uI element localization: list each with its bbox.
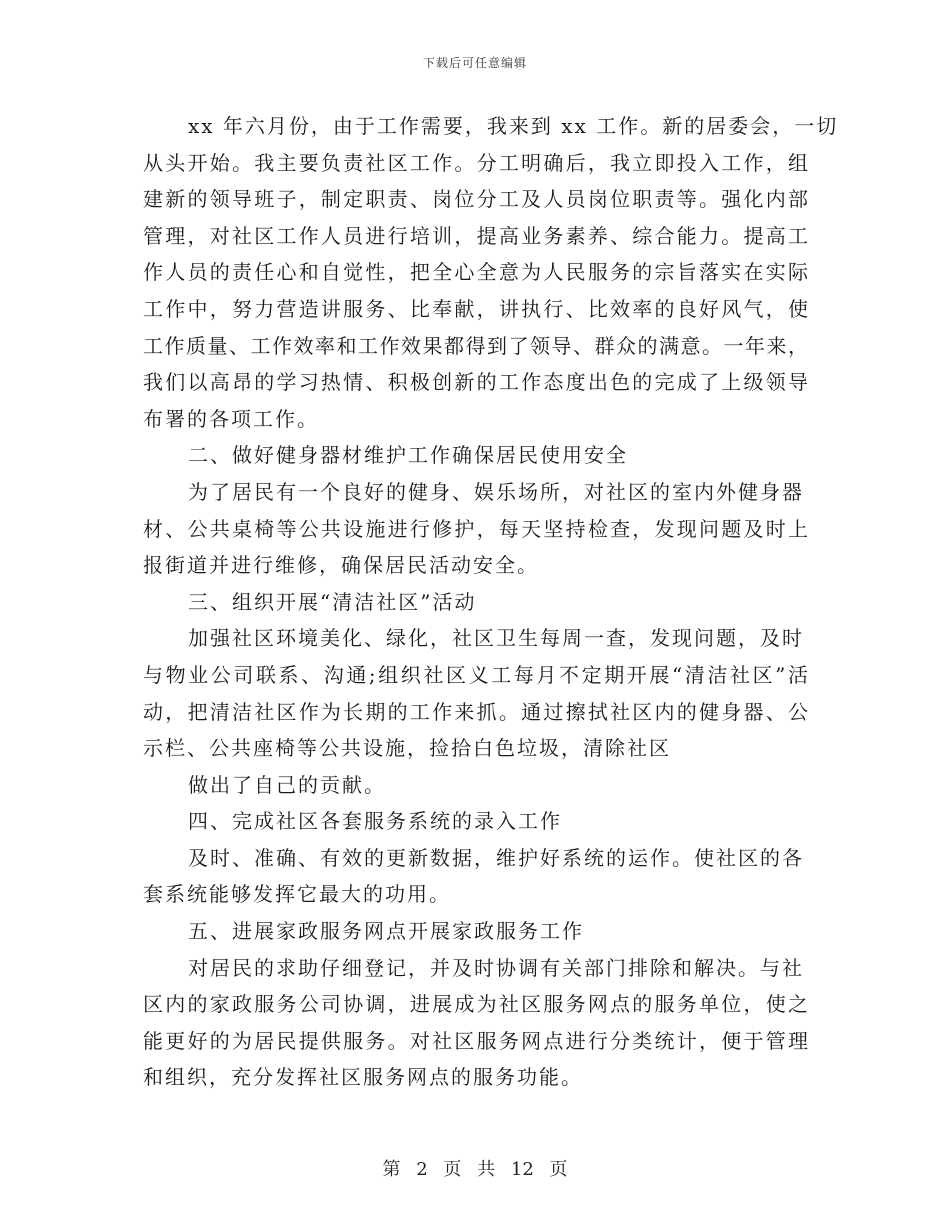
text-line: 报街道并进行维修，确保居民活动安全。	[143, 553, 539, 578]
text-line: xx 年六月份，由于工作需要，我来到 xx 工作。新的居委会，一切	[188, 114, 839, 138]
footer-di: 第	[382, 1159, 401, 1180]
footer-ye: 页	[443, 1159, 462, 1180]
text-line: 套系统能够发挥它最大的功用。	[143, 882, 451, 907]
text-line: 动，把清洁社区作为长期的工作来抓。通过擦拭社区内的健身器、公	[143, 699, 808, 724]
text-line: 区内的家政服务公司协调，进展成为社区服务网点的服务单位，使之	[143, 992, 808, 1017]
section-heading: 二、做好健身器材维护工作确保居民使用安全	[188, 443, 628, 468]
text-line: 布署的各项工作。	[143, 406, 319, 431]
text-line: 管理，对社区工作人员进行培训，提高业务素养、综合能力。提高工	[143, 223, 808, 248]
text-line: 为了居民有一个良好的健身、娱乐场所，对社区的室内外健身器	[188, 479, 804, 504]
current-page-number: 2	[416, 1159, 428, 1180]
total-pages-number: 12	[510, 1159, 534, 1180]
page-footer	[0, 1155, 950, 1181]
page-header: 下载后可任意编辑	[422, 56, 527, 70]
text-line: 对居民的求助仔细登记，并及时协调有关部门排除和解决。与社	[188, 955, 804, 980]
footer-ye: 页	[549, 1159, 568, 1180]
footer-gong: 共	[477, 1159, 496, 1180]
text-line: 我们以高昂的学习热情、积极创新的工作态度出色的完成了上级领导	[143, 370, 808, 395]
section-heading: 五、进展家政服务网点开展家政服务工作	[188, 919, 584, 944]
text-line: 材、公共桌椅等公共设施进行修护，每天坚持检查，发现问题及时上	[143, 516, 808, 541]
text-line: 与物业公司联系、沟通;组织社区义工每月不定期开展“清洁社区”活	[143, 662, 808, 687]
text-line: 工作中，努力营造讲服务、比奉献，讲执行、比效率的良好风气，使	[143, 296, 808, 321]
text-line: 从头开始。我主要负责社区工作。分工明确后，我立即投入工作，组	[143, 150, 808, 175]
text-line: 及时、准确、有效的更新数据，维护好系统的运作。使社区的各	[188, 845, 804, 870]
text-line: 和组织，充分发挥社区服务网点的服务功能。	[143, 1065, 583, 1090]
text-line: 建新的领导班子，制定职责、岗位分工及人员岗位职责等。强化内部	[143, 187, 808, 212]
text-line: 加强社区环境美化、绿化，社区卫生每周一查，发现问题，及时	[188, 626, 804, 651]
text-line: 作人员的责任心和自觉性，把全心全意为人民服务的宗旨落实在实际	[143, 260, 808, 285]
text-line: 能更好的为居民提供服务。对社区服务网点进行分类统计，便于管理	[143, 1028, 808, 1053]
text-line: 做出了自己的贡献。	[188, 772, 386, 797]
text-line: 示栏、公共座椅等公共设施，捡拾白色垃圾，清除社区	[143, 736, 671, 761]
text-line: 工作质量、工作效率和工作效果都得到了领导、群众的满意。一年来，	[143, 333, 808, 358]
body-text	[143, 108, 839, 1096]
section-heading: 三、组织开展“清洁社区”活动	[188, 589, 477, 614]
section-heading: 四、完成社区各套服务系统的录入工作	[188, 809, 562, 834]
